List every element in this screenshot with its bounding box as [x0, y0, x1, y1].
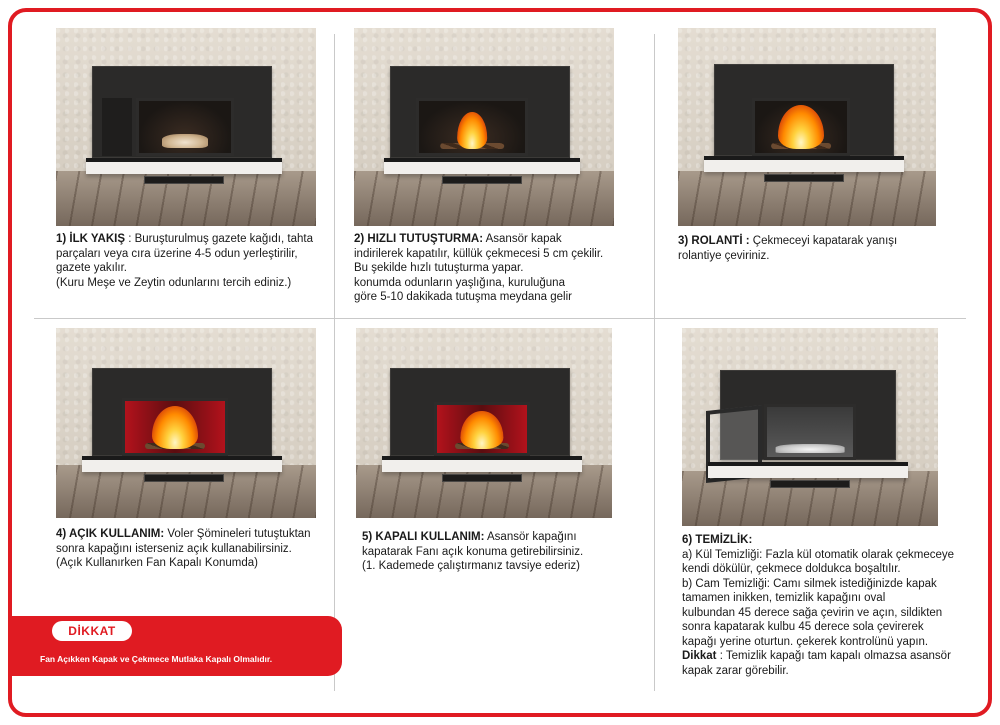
step-5-title: 5) KAPALI KULLANIM:	[362, 531, 485, 543]
step-1-caption: 1) İLK YAKIŞ : Buruşturulmuş gazete kağıdı, tahta parçaları veya cıra üzerine 4-5 odun yerleştirilir, gazete yakılır. (Kuru Meşe ve Zeytin odunlarını tercih ediniz.)	[56, 233, 313, 289]
fireplace-photo-step-2	[354, 28, 614, 226]
step-4-caption: 4) AÇIK KULLANIM: Voler Şömineleri tutuştuktan sonra kapağını isterseniz açık kullanabilirsiniz. (Açık Kullanırken Fan Kapalı Konumda)	[56, 528, 311, 569]
fireplace-photo-step-5	[356, 328, 612, 518]
step-3-title: 3) ROLANTİ :	[678, 235, 750, 247]
warning-banner	[12, 616, 342, 676]
step-3-caption: 3) ROLANTİ : Çekmeceyi kapatarak yanışı rolantiye çeviriniz.	[678, 235, 898, 262]
step-6-caption: 6) TEMİZLİK: a) Kül Temizliği: Fazla kül otomatik olarak çekmeceye kendi dökülür, çekmece doldukca boşaltılır. b) Cam Temizliği: Camı silmek istediğinizde kapak tamamen inikken, temizlik kapağını oval kulbundan 45 derece sağa çevirin ve açın, sildikten sonra kapatarak kulbu 45 derece sola çevirerek kapağı yerine oturtun. çekerek kontrolünü yapın. Dikkat : Temizlik kapağı tam kapalı olmazsa asansör kapak zarar görebilir.	[682, 534, 955, 677]
step-2-title: 2) HIZLI TUTUŞTURMA:	[354, 233, 484, 245]
row-divider	[34, 318, 966, 319]
instruction-sheet	[8, 8, 992, 717]
step-5-caption: 5) KAPALI KULLANIM: Asansör kapağını kapatarak Fanı açık konuma getirebilirsiniz. (1. Kademede çalıştırmanız tavsiye ederiz)	[362, 531, 584, 572]
step-6-title: 6) TEMİZLİK:	[682, 534, 753, 546]
fireplace-photo-step-1	[56, 28, 316, 226]
step-2-caption: 2) HIZLI TUTUŞTURMA: Asansör kapak indirilerek kapatılır, küllük çekmecesi 5 cm çekilir. Bu şekilde hızlı tutuşturma yapar. konumda odunların yaşlığına, kuruluğuna göre 5-10 dakikada tutuşma meydana gelir	[354, 233, 604, 303]
fireplace-photo-step-4	[56, 328, 316, 518]
fireplace-photo-step-6	[682, 328, 938, 526]
warning-label: DİKKAT	[52, 621, 132, 641]
warning-text: Fan Açıkken Kapak ve Çekmece Mutlaka Kapalı Olmalıdır.	[40, 654, 273, 664]
step-6-warning-label: Dikkat	[682, 650, 717, 662]
fireplace-photo-step-3	[678, 28, 936, 226]
step-4-title: 4) AÇIK KULLANIM:	[56, 528, 165, 540]
step-1-title: 1) İLK YAKIŞ	[56, 233, 126, 245]
column-divider	[334, 34, 335, 691]
column-divider	[654, 34, 655, 691]
